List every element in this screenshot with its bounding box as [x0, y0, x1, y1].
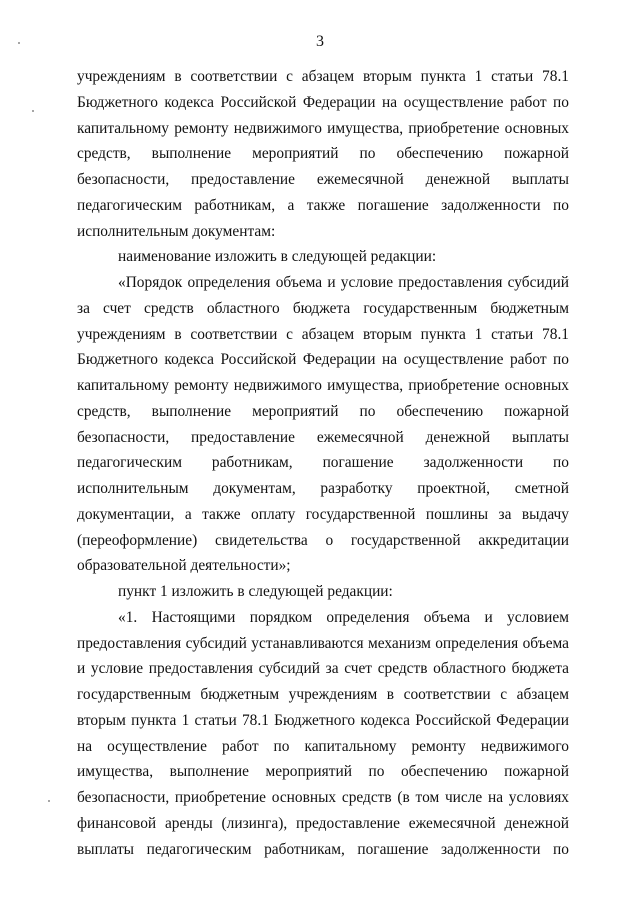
text-line: безопасности, предоставление ежемесячной денежной выплаты	[77, 171, 569, 188]
text-line: образовательной деятельности»;	[77, 557, 291, 575]
scan-speck	[18, 42, 20, 44]
document-body	[77, 64, 569, 862]
text-line: безопасности, предоставление ежемесячной денежной выплаты	[77, 428, 569, 446]
text-line: вторым пункта 1 статьи 78.1 Бюджетного кодекса Российской Федерации	[77, 711, 569, 729]
text-line: документации, а также оплату государственной пошлины за выдачу	[77, 505, 569, 523]
text-line: государственным бюджетным учреждениям в соответствии с абзацем	[77, 686, 569, 703]
text-line: учреждениям в соответствии с абзацем вторым пункта 1 статьи 78.1	[77, 325, 569, 343]
scan-speck	[48, 800, 50, 802]
text-line: капитальному ремонту недвижимого имущества, приобретение основных	[77, 377, 569, 394]
page-number: 3	[316, 33, 324, 50]
text-line: наименование изложить в следующей редакции:	[118, 248, 437, 266]
text-line: средств, выполнение мероприятий по обеспечению пожарной	[77, 402, 569, 420]
text-line: имущества, выполнение мероприятий по обеспечению пожарной	[77, 763, 569, 781]
text-line: на осуществление работ по капитальному ремонту недвижимого	[77, 737, 569, 755]
text-line: предоставления субсидий устанавливаются механизм определения объема	[77, 634, 569, 652]
text-line: средств, выполнение мероприятий по обеспечению пожарной	[77, 145, 569, 163]
text-line: педагогическим работникам, а также погашение задолженности по	[77, 196, 569, 214]
text-line: капитальному ремонту недвижимого имущества, приобретение основных	[77, 119, 569, 137]
text-line: выплаты педагогическим работникам, погашение задолженности по	[77, 840, 569, 858]
text-line: исполнительным документам, разработку проектной, сметной	[77, 480, 569, 497]
scan-speck	[32, 110, 34, 112]
text-line: исполнительным документам:	[77, 222, 276, 240]
text-line: учреждениям в соответствии с абзацем вторым пункта 1 статьи 78.1	[77, 68, 569, 85]
text-line: Бюджетного кодекса Российской Федерации на осуществление работ по	[77, 351, 569, 369]
text-line: финансовой аренды (лизинга), предоставление ежемесячной денежной	[77, 814, 569, 832]
text-line: «1. Настоящими порядком определения объема и условием	[118, 608, 569, 626]
text-line: Бюджетного кодекса Российской Федерации на осуществление работ по	[77, 93, 569, 111]
text-line: и условие предоставления субсидий за счет средств областного бюджета	[77, 660, 569, 678]
text-line: (переоформление) свидетельства о государственной аккредитации	[77, 531, 569, 549]
text-line: за счет средств областного бюджета государственным бюджетным	[77, 299, 569, 317]
text-line: безопасности, приобретение основных средств (в том числе на условиях	[77, 789, 569, 806]
text-line: «Порядок определения объема и условие предоставления субсидий	[118, 274, 569, 291]
text-line: пункт 1 изложить в следующей редакции:	[118, 583, 393, 600]
text-line: педагогическим работникам, погашение задолженности по	[77, 454, 569, 472]
